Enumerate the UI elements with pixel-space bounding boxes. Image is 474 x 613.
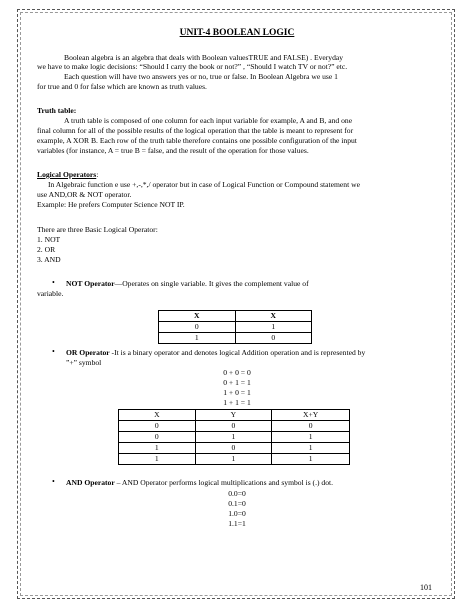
- and-equation: 1.0=0: [228, 509, 246, 518]
- truth-table-line-1: A truth table is composed of one column for each input variable for example, A and B, and one: [64, 116, 353, 125]
- truth-table-heading: Truth table:: [37, 106, 77, 115]
- table-cell: 1: [195, 432, 272, 443]
- logical-operators-heading-row: [37, 170, 98, 179]
- page-title: UNIT-4 BOOLEAN LOGIC: [179, 28, 295, 38]
- table-cell: 1: [159, 333, 236, 344]
- not-operator-text-2: variable.: [37, 289, 64, 298]
- or-bullet: •: [52, 347, 55, 356]
- intro-line-1: Boolean algebra is an algebra that deals with Boolean valuesTRUE and FALSE) . Everyday: [64, 53, 344, 62]
- table-row: [119, 454, 350, 465]
- table-cell: 0: [195, 443, 272, 454]
- or-operator-text-2: ”+” symbol: [66, 358, 102, 367]
- table-header-y: Y: [195, 410, 272, 421]
- basic-operator-or: 2. OR: [37, 245, 56, 254]
- logical-operators-colon: :: [96, 170, 99, 179]
- truth-table-line-3: example, A XOR B. Each row of the truth table therefore contains one possible configuration of the input: [37, 136, 357, 145]
- table-cell: 0: [159, 322, 236, 333]
- table-cell: 1: [195, 454, 272, 465]
- or-equation: 0 + 1 = 1: [223, 378, 251, 387]
- and-equation: 0.1=0: [228, 499, 246, 508]
- not-operator-text: —Operates on single variable. It gives the complement value of: [114, 279, 309, 288]
- table-cell: 1: [119, 454, 196, 465]
- table-cell: 1: [272, 454, 350, 465]
- table-cell: 1: [119, 443, 196, 454]
- table-row: [159, 322, 312, 333]
- logical-operators-line-1: In Algebraic function e use +,-,*,/ operator but in case of Logical Function or Compound statement we: [48, 180, 360, 189]
- not-truth-table: [158, 310, 312, 344]
- and-operator-name: AND Operator: [66, 478, 115, 487]
- table-header-x: X: [159, 311, 236, 322]
- and-equation: 0.0=0: [228, 489, 246, 498]
- logical-operators-heading: Logical Operators: [37, 170, 97, 179]
- table-row: [159, 333, 312, 344]
- and-bullet: •: [52, 477, 55, 486]
- intro-line-4: for true and 0 for false which are known as truth values.: [37, 82, 207, 91]
- table-header-x: X: [119, 410, 196, 421]
- page-number: 101: [420, 583, 432, 592]
- not-operator-description: [66, 279, 309, 288]
- or-equation: 1 + 0 = 1: [223, 388, 251, 397]
- or-equation: 0 + 0 = 0: [223, 368, 251, 377]
- and-equation: 1.1=1: [228, 519, 246, 528]
- and-operator-text: – AND Operator performs logical multiplications and symbol is (.) dot.: [114, 478, 334, 487]
- or-operator-name: OR Operator: [66, 348, 110, 357]
- table-cell: 0: [119, 421, 196, 432]
- basic-operator-and: 3. AND: [37, 255, 61, 264]
- table-header-row: [119, 410, 350, 421]
- table-cell: 0: [272, 421, 350, 432]
- table-header-x-bar: $\overline{X}$: [235, 311, 312, 322]
- logical-operators-example: Example: He prefers Computer Science NOT IP.: [37, 200, 185, 209]
- or-operator-description: [66, 348, 365, 357]
- or-equation: 1 + 1 = 1: [223, 398, 251, 407]
- table-row: [119, 432, 350, 443]
- basic-operators-intro: There are three Basic Logical Operator:: [37, 225, 158, 234]
- table-row: [119, 443, 350, 454]
- table-cell: 0: [119, 432, 196, 443]
- table-cell: 1: [272, 443, 350, 454]
- table-header-row: [159, 311, 312, 322]
- intro-line-3: Each question will have two answers yes or no, true or false. In Boolean Algebra we use 1: [64, 72, 338, 81]
- table-cell: 0: [235, 333, 312, 344]
- truth-table-line-2: final column for all of the possible results of the logical operation that the table is meant to represent for: [37, 126, 354, 135]
- table-header-x-plus-y: X+Y: [272, 410, 350, 421]
- basic-operator-not: 1. NOT: [37, 235, 61, 244]
- table-row: [119, 421, 350, 432]
- table-cell: 1: [272, 432, 350, 443]
- truth-table-line-4: variables (for instance, A = true B = false, and the result of the operation for those values.: [37, 146, 309, 155]
- or-operator-text: -It is a binary operator and denotes logical Addition operation and is represented by: [109, 348, 366, 357]
- or-truth-table: [118, 409, 350, 465]
- intro-line-2: we have to make logic decisions: “Should I carry the book or not?” , “Should I watch TV or not?” etc.: [37, 62, 348, 71]
- and-operator-description: [66, 478, 333, 487]
- not-bullet: •: [52, 278, 55, 287]
- logical-operators-line-2: use AND,OR & NOT operator.: [37, 190, 132, 199]
- table-cell: 0: [195, 421, 272, 432]
- not-operator-name: NOT Operator: [66, 279, 115, 288]
- table-cell: 1: [235, 322, 312, 333]
